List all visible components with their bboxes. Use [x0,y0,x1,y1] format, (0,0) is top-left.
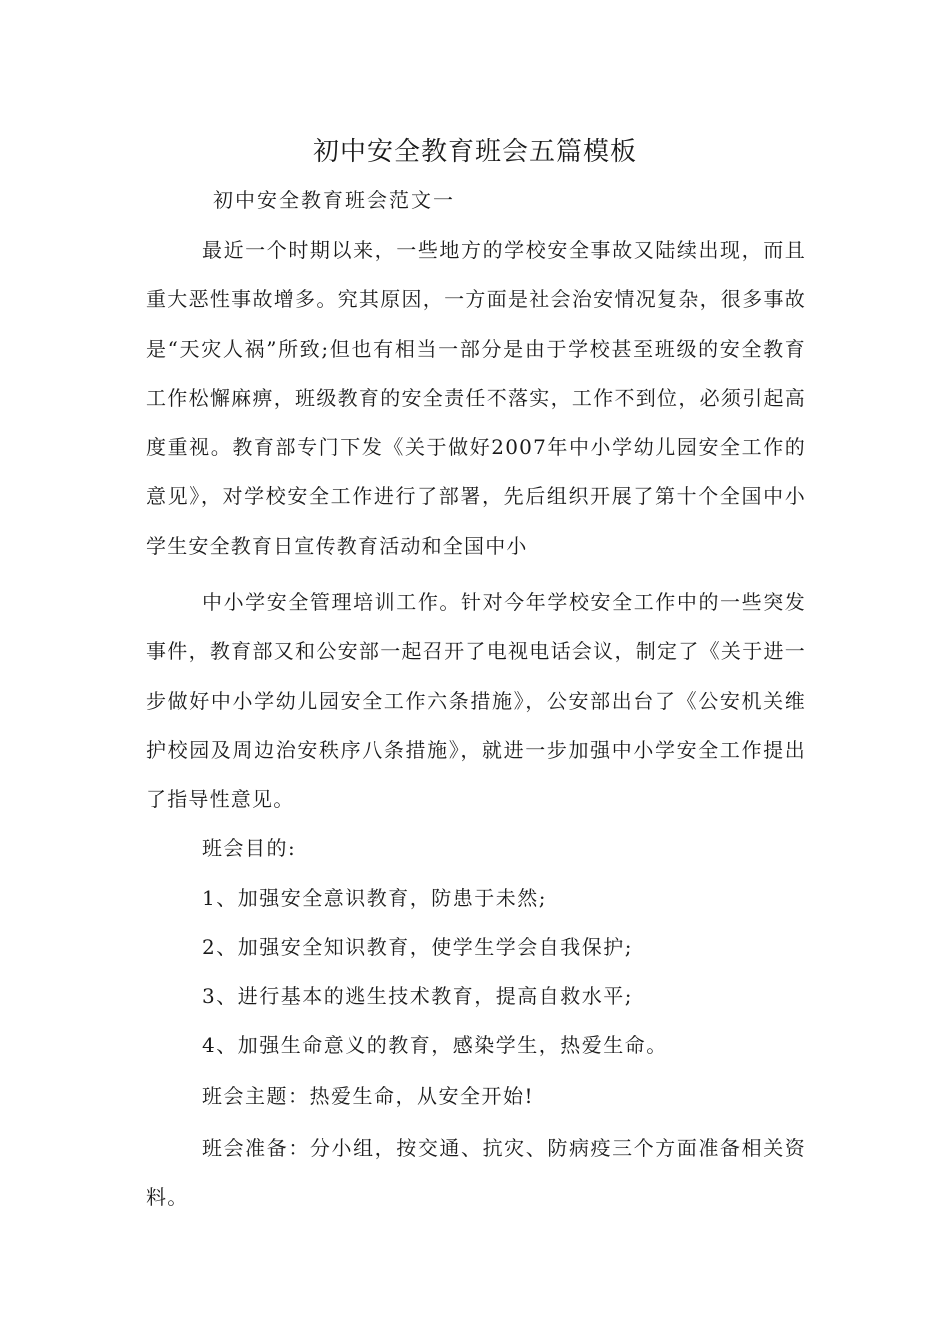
meeting-preparation: 班会准备：分小组，按交通、抗灾、防病疫三个方面准备相关资料。 [146,1136,806,1210]
goal-item-1: 1、加强安全意识教育，防患于未然; [202,886,547,910]
paragraph-intro: 最近一个时期以来，一些地方的学校安全事故又陆续出现，而且重大恶性事故增多。究其原因，一方面是社会治安情况复杂，很多事故是“天灾人祸”所致;但也有相当一部分是由于学校甚至班级的安全教育工作松懈麻痹，班级教育的安全责任不落实，工作不到位，必须引起高度重视。教育部专门下发《关于做好2007年中小学幼儿园安全工作的意见》，对学校安全工作进行了部署，先后组织开展了第十个全国中小学生安全教育日宣传教育活动和全国中小 [146,238,806,558]
goal-item-3: 3、进行基本的逃生技术教育，提高自救水平; [202,984,633,1008]
goals-heading: 班会目的: [202,836,297,860]
goal-item-4: 4、加强生命意义的教育，感染学生，热爱生命。 [202,1033,668,1057]
section-subtitle: 初中安全教育班会范文一 [213,188,455,212]
paragraph-continuation: 中小学安全管理培训工作。针对今年学校安全工作中的一些突发事件，教育部又和公安部一起召开了电视电话会议，制定了《关于进一步做好中小学幼儿园安全工作六条措施》，公安部出台了《公安机关维护校园及周边治安秩序八条措施》，就进一步加强中小学安全工作提出了指导性意见。 [146,590,806,812]
goal-item-2: 2、加强安全知识教育，使学生学会自我保护; [202,935,633,959]
document-title: 初中安全教育班会五篇模板 [312,137,637,167]
meeting-theme: 班会主题：热爱生命，从安全开始! [202,1084,535,1108]
